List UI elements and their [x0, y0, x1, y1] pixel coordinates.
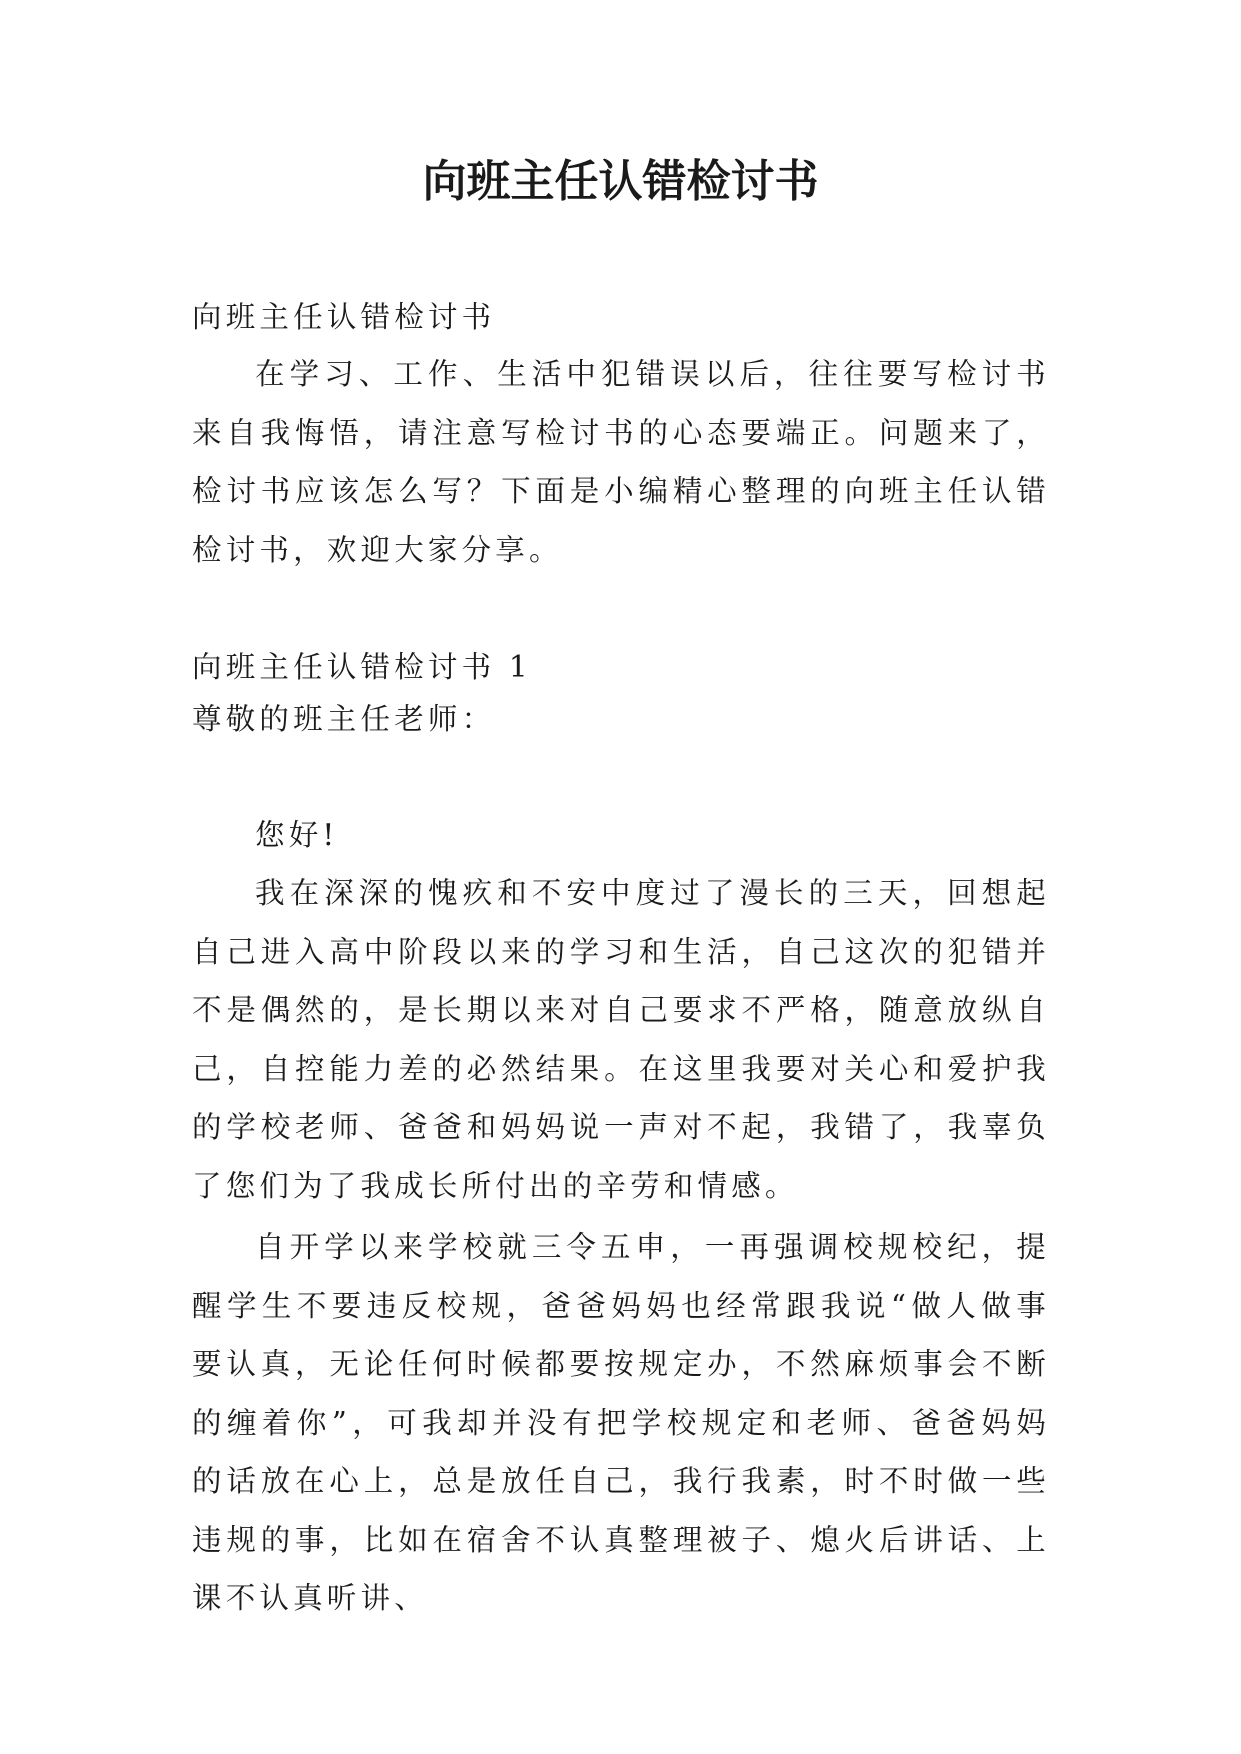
body-paragraph: 我在深深的愧疚和不安中度过了漫长的三天，回想起自己进入高中阶段以来的学习和生活，自己这次的犯错并不是偶然的，是长期以来对自己要求不严格，随意放纵自己，自控能力差的必然结果。在这里我要对关心和爱护我的学校老师、爸爸和妈妈说一声对不起，我错了，我辜负了您们为了我成长所付出的辛劳和情感。 [192, 876, 1050, 1203]
document-title: 向班主任认错检讨书 [422, 156, 819, 207]
letter-greeting: 您好! [255, 818, 339, 852]
section-heading: 向班主任认错检讨书 1 [192, 650, 532, 684]
intro-paragraph: 在学习、工作、生活中犯错误以后，往往要写检讨书来自我悔悟，请注意写检讨书的心态要端正。问题来了，检讨书应该怎么写？下面是小编精心整理的向班主任认错检讨书，欢迎大家分享。 [192, 357, 1050, 567]
document-subtitle: 向班主任认错检讨书 [192, 300, 496, 334]
body-paragraph: 自开学以来学校就三令五申，一再强调校规校纪，提醒学生不要违反校规，爸爸妈妈也经常跟我说“做人做事要认真，无论任何时候都要按规定办，不然麻烦事会不断的缠着你”，可我却并没有把学校规定和老师、爸爸妈妈的话放在心上，总是放任自己，我行我素，时不时做一些违规的事，比如在宿舍不认真整理被子、熄火后讲话、上课不认真听讲、 [192, 1230, 1050, 1615]
letter-salutation: 尊敬的班主任老师： [192, 702, 496, 736]
